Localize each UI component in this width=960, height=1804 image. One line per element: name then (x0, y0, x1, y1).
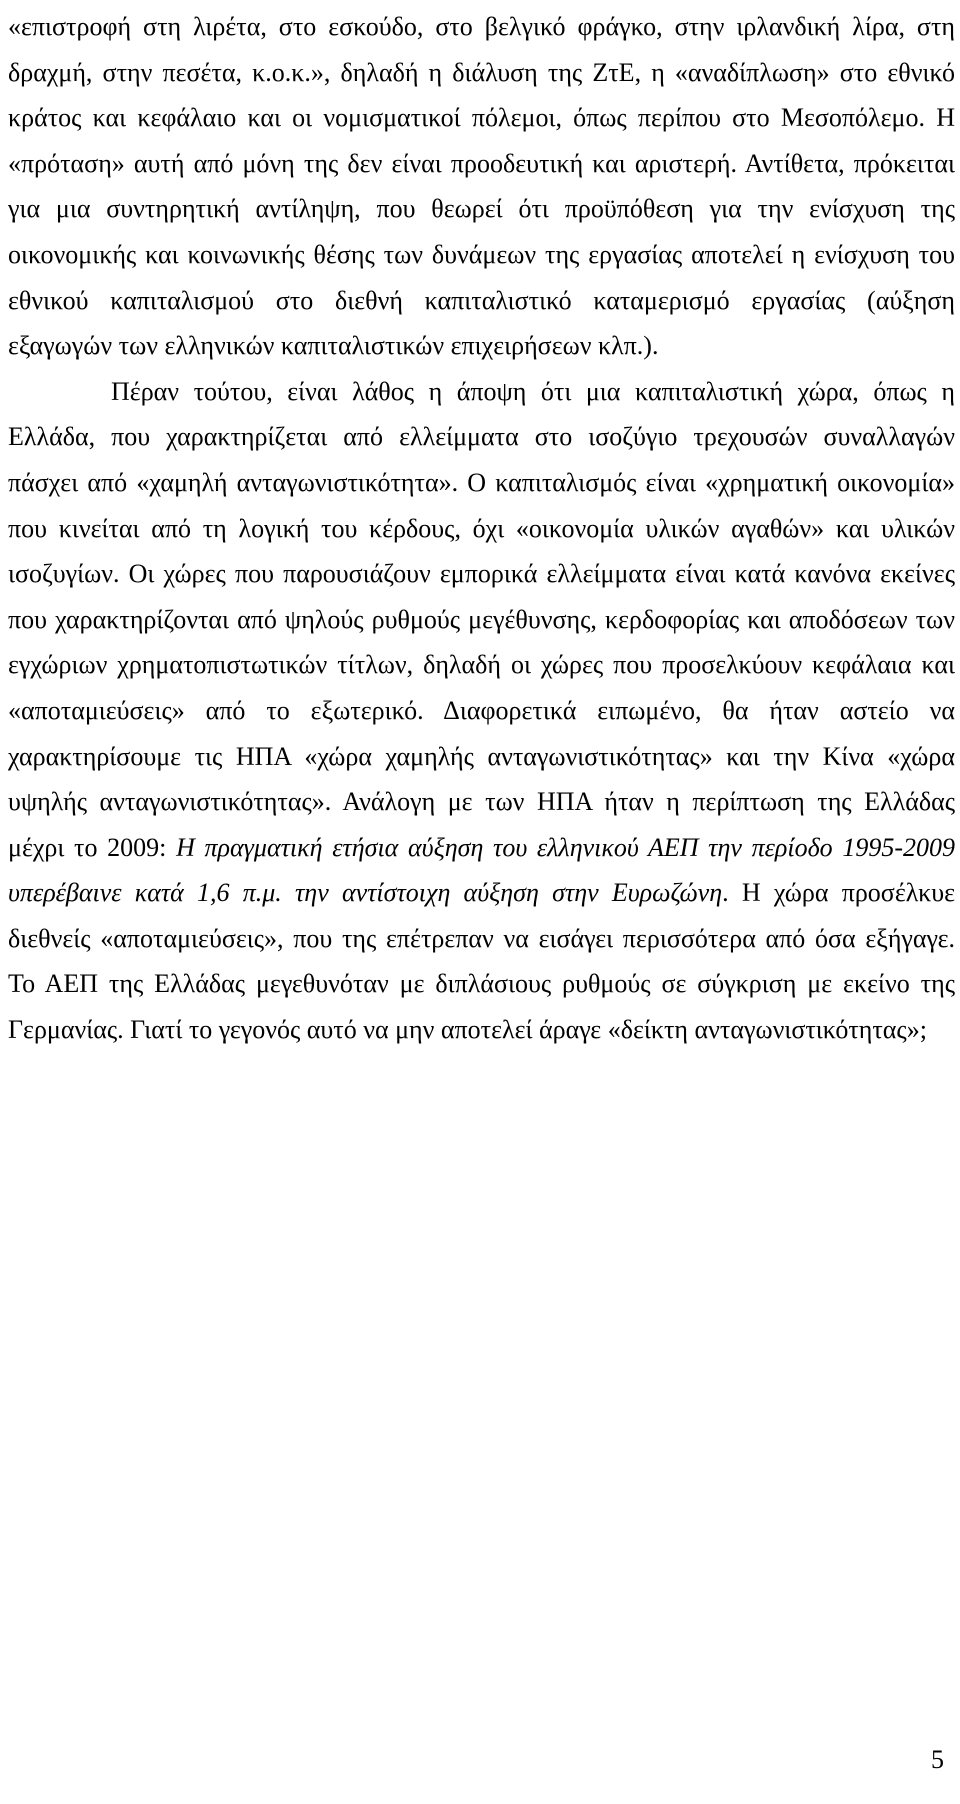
body-text (8, 4, 955, 1053)
paragraph-competitiveness (8, 369, 955, 1053)
page-number: 5 (931, 1745, 944, 1774)
paragraph-continuation: «επιστροφή στη λιρέτα, στο εσκούδο, στο βελγικό φράγκο, στην ιρλανδική λίρα, στη δραχμή, στην πεσέτα, κ.ο.κ.», δηλαδή η διάλυση της ΖτΕ, η «αναδίπλωση» στο εθνικό κράτος και κεφάλαιο και οι νομισματικοί πόλεμοι, όπως περίπου στο Μεσοπόλεμο. Η «πρόταση» αυτή από μόνη της δεν είναι προοδευτική και αριστερή. Αντίθετα, πρόκειται για μια συντηρητική αντίληψη, που θεωρεί ότι προϋπόθεση για την ενίσχυση της οικονομικής και κοινωνικής θέσης των δυνάμεων της εργασίας αποτελεί η ενίσχυση του εθνικού καπιταλισμού στο διεθνή καπιταλιστικό καταμερισμό εργασίας (αύξηση εξαγωγών των ελληνικών καπιταλιστικών επιχειρήσεων κλπ.). (8, 12, 955, 361)
italic-emphasis: Η πραγματική ετήσια αύξηση του ελληνικού ΑΕΠ την περίοδο 1995-2009 υπερέβαινε κατά 1,6 π.μ. την αντίστοιχη αύξηση στην Ευρωζώνη (8, 832, 955, 908)
paragraph-text-part-1: Πέραν τούτου, είναι λάθος η άποψη ότι μια καπιταλιστική χώρα, όπως η Ελλάδα, που χαρακτηρίζεται από ελλείμματα στο ισοζύγιο τρεχουσών συναλλαγών πάσχει από «χαμηλή ανταγωνιστικότητα». Ο καπιταλισμός είναι «χρηματική οικονομία» που κινείται από τη λογική του κέρδους, όχι «οικονομία υλικών αγαθών» και υλικών ισοζυγίων. Οι χώρες που παρουσιάζουν εμπορικά ελλείμματα είναι κατά κανόνα εκείνες που χαρακτηρίζονται από ψηλούς ρυθμούς μεγέθυνσης, κερδοφορίας και αποδόσεων των εγχώριων χρηματοπιστωτικών τίτλων, δηλαδή οι χώρες που προσελκύουν κεφάλαια και «αποταμιεύσεις» από το εξωτερικό. Διαφορετικά ειπωμένο, θα ήταν αστείο να χαρακτηρίσουμε τις ΗΠΑ «χώρα χαμηλής ανταγωνιστικότητας» και την Κίνα «χώρα υψηλής ανταγωνιστικότητας». Ανάλογη με των ΗΠΑ ήταν η περίπτωση της Ελλάδας μέχρι το 2009: (8, 376, 955, 862)
paragraph-text-part-2: . Η χώρα προσέλκυε διεθνείς «αποταμιεύσεις», που της επέτρεπαν να εισάγει περισσότερα από όσα εξήγαγε. Το ΑΕΠ της Ελλάδας μεγεθυνόταν με διπλάσιους ρυθμούς σε σύγκριση με εκείνο της Γερμανίας. Γιατί το γεγονός αυτό να μην αποτελεί άραγε «δείκτη ανταγωνιστικότητας»; (8, 878, 956, 1045)
